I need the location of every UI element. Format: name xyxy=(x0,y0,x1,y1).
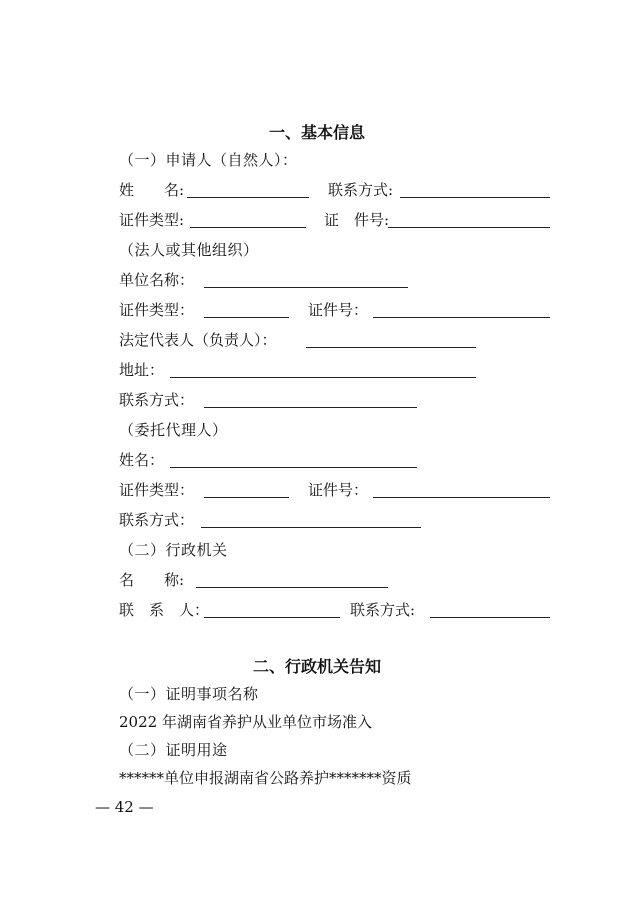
legal-id-number-label: 证件号： xyxy=(308,301,369,319)
agent-id-type-label: 证件类型： xyxy=(119,481,195,499)
authority-label: （二）行政机关 xyxy=(119,541,228,559)
authority-contact-label: 联系方式: xyxy=(350,601,416,619)
legal-rep-blank[interactable] xyxy=(306,347,476,348)
name-blank[interactable] xyxy=(187,197,309,198)
section-heading-basic-info: 一、基本信息 xyxy=(268,123,365,142)
contact-blank[interactable] xyxy=(400,197,550,198)
address-blank[interactable] xyxy=(170,377,476,378)
authority-contact-person-blank[interactable] xyxy=(204,617,340,618)
agent-name-blank[interactable] xyxy=(170,467,417,468)
authority-contact-blank[interactable] xyxy=(430,617,550,618)
agent-name-label: 姓名： xyxy=(119,451,165,469)
section-heading-authority-notice: 二、行政机关告知 xyxy=(252,657,381,676)
legal-id-type-label: 证件类型： xyxy=(119,301,195,319)
applicant-natural-label: （一）申请人（自然人）： xyxy=(119,151,298,169)
legal-contact-label: 联系方式： xyxy=(119,391,195,409)
legal-id-type-blank[interactable] xyxy=(204,317,289,318)
org-name-label: 单位名称： xyxy=(119,271,195,289)
address-label: 地址： xyxy=(119,361,165,379)
item1-value: 2022 年湖南省养护从业单位市场准入 xyxy=(119,713,372,731)
agent-id-type-blank[interactable] xyxy=(204,497,289,498)
item2-label: （二）证明用途 xyxy=(119,741,228,759)
applicant-legal-label: （法人或其他组织） xyxy=(119,241,259,259)
agent-contact-label: 联系方式： xyxy=(119,511,195,529)
agent-contact-blank[interactable] xyxy=(201,527,421,528)
org-name-blank[interactable] xyxy=(204,287,408,288)
authority-contact-person-label: 联 系 人： xyxy=(119,601,210,619)
name-label: 姓 名: xyxy=(119,181,185,199)
contact-label: 联系方式: xyxy=(328,181,394,199)
authority-name-label: 名 称: xyxy=(119,571,185,589)
agent-id-number-blank[interactable] xyxy=(373,497,550,498)
legal-rep-label: 法定代表人（负责人）： xyxy=(119,331,277,349)
id-type-blank[interactable] xyxy=(190,227,306,228)
item1-label: （一）证明事项名称 xyxy=(119,685,259,703)
page-number: — 42 — xyxy=(95,798,154,816)
id-type-label: 证件类型: xyxy=(119,211,185,229)
legal-contact-blank[interactable] xyxy=(204,407,417,408)
legal-id-number-blank[interactable] xyxy=(373,317,550,318)
item2-value: ******单位申报湖南省公路养护*******资质 xyxy=(119,769,412,787)
id-number-label: 证 件号: xyxy=(324,211,390,229)
agent-label: （委托代理人） xyxy=(119,421,228,439)
agent-id-number-label: 证件号： xyxy=(308,481,369,499)
id-number-blank[interactable] xyxy=(388,227,550,228)
authority-name-blank[interactable] xyxy=(196,587,388,588)
